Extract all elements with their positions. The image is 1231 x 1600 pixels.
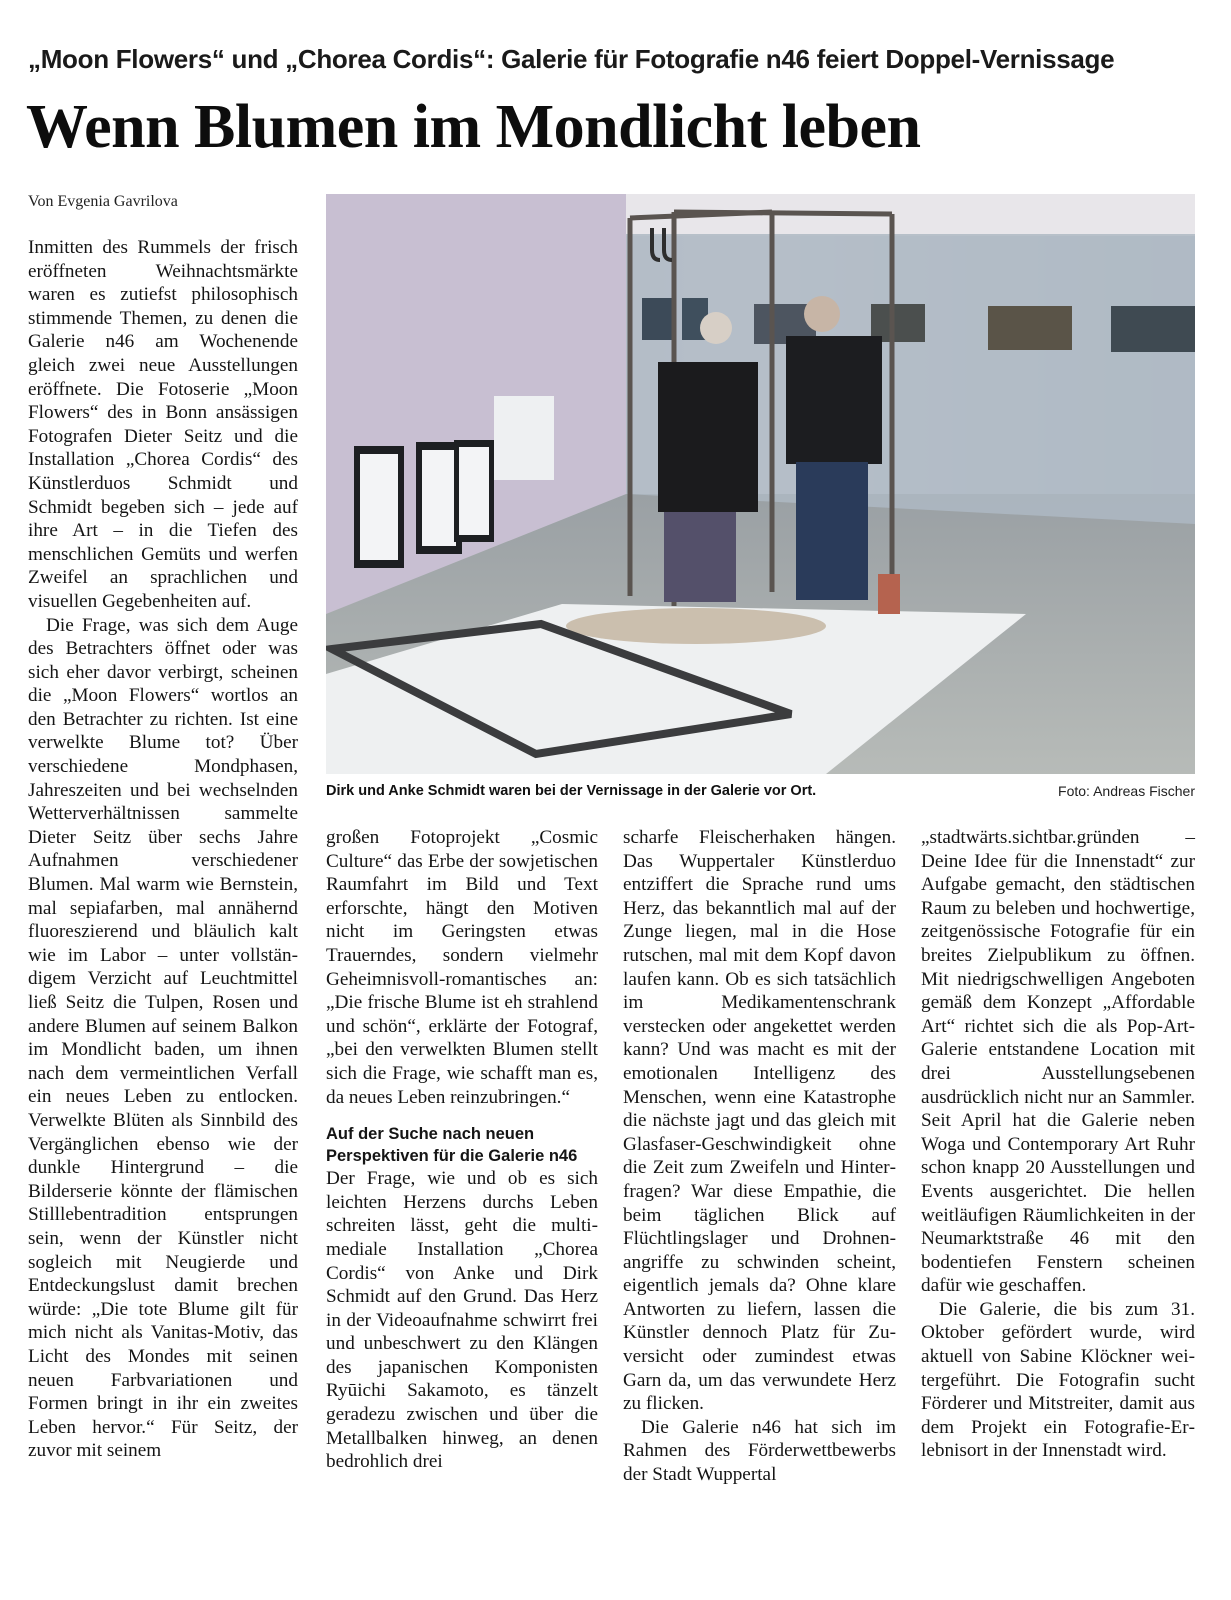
article-byline: Von Evgenia Gavrilova <box>28 193 178 210</box>
text-column-4 <box>921 826 1195 1463</box>
article-kicker: „Moon Flowers“ und „Chorea Cordis“: Galerie für Fotografie n46 feiert Doppel-Vernissage <box>28 44 1115 74</box>
paragraph: „stadtwärts.sichtbar.gründen – Deine Idee für die Innenstadt“ zur Aufgabe gemacht, den städtischen Raum zu beleben und hochwertige, zeitgenössische Fotografie für ein breites Zielpublikum zu öffnen. Mit niedrigschwelligen Angeboten gemäß dem Konzept „Affordable Art“ richtet sich die als Pop-Art-Galerie entstandene Location mit drei Ausstellungsebenen ausdrücklich nicht nur an Sammler. Seit April hat die Galerie neben Woga und Contemporary Art Ruhr schon knapp 20 Ausstellungen und Events ausgerichtet. Die hellen weitläufigen Räumlichkeiten in der Neumarktstraße 46 mit den bodentiefen Fenstern scheinen dafür wie geschaffen. <box>921 827 1195 1297</box>
paragraph: Der Frage, wie und ob es sich leichten Herzens durchs Leben schreiten lässt, geht die multimediale Installation „Chorea Cordis“ von Anke und Dirk Schmidt auf den Grund. Das Herz in der Videoaufnahme schwirrt frei und unbeschwert zu den Klängen des japanischen Komponisten Ryūichi Sakamoto, es tänzelt geradezu zwischen und über die Metallbalken hinweg, an denen bedrohlich drei <box>326 1168 598 1473</box>
text-column-1 <box>28 236 298 1463</box>
article-photo <box>326 194 1195 774</box>
article-headline: Wenn Blumen im Mondlicht leben <box>26 93 921 161</box>
paragraph: Die Galerie, die bis zum 31. Oktober gefördert wurde, wird aktuell von Sabine Klöckner weitergeführt. Die Fotografin sucht Förderer und Mitstreiter, damit aus dem Projekt ein Fotografie-Erlebnisort in der Innenstadt wird. <box>921 1298 1195 1462</box>
paragraph: Die Frage, was sich dem Auge des Betrachters öffnet oder was sich eher davor verbirgt, scheinen die „Moon Flowers“ wortlos an den Betrachter zu richten. Ist eine verwelkte Blume tot? Über verschiedene Mondphasen, Jahreszeiten und bei wechselnden Wetterverhältnissen sammelte Dieter Seitz über sechs Jahre Aufnahmen verschiedener Blumen. Mal warm wie Bernstein, mal sepiafarben, mal annähernd fluoreszierend und bläulich kalt wie im Labor – unter vollständigem Verzicht auf Leuchtmittel ließ Seitz die Tulpen, Rosen und andere Blumen auf seinem Balkon im Mondlicht baden, um ihnen nach dem vermeintlichen Verfall ein neues Leben zu entlocken. Verwelkte Blüten als Sinnbild des Vergänglichen ebenso wie der dunkle Hintergrund – die Bilderserie könnte der flämischen Stilllebentradition entsprungen sein, wenn der Künstler nicht sogleich mit Neugierde und Entdeckungslust damit brechen würde: „Die tote Blume gilt für mich nicht als Vanitas-Motiv, das Licht des Mondes mit seinen neuen Farbvariationen und Formen bringt in ihr ein zweites Leben hervor.“ Für Seitz, der zuvor mit seinem <box>28 614 298 1462</box>
subheading: Auf der Suche nach neuen Perspektiven für die Galerie n46 <box>326 1125 578 1166</box>
gallery-photo-illustration <box>326 194 1195 774</box>
photo-credit: Foto: Andreas Fischer <box>1058 783 1195 799</box>
text-column-2 <box>326 826 598 1474</box>
paragraph: großen Fotoprojekt „Cosmic Culture“ das Erbe der sowjetischen Raumfahrt im Bild und Text erforschte, hängt den Motiven nicht im Geringsten etwas Trauerndes, sondern vielmehr Geheimnisvoll-romantisches an: „Die frische Blume ist eh strahlend und schön“, erklärte der Fotograf, „bei den verwelkten Blumen stellt sich die Frage, wie schafft man es, da neues Leben reinzubringen.“ <box>326 827 598 1108</box>
caption-text: Dirk und Anke Schmidt waren bei der Vernissage in der Galerie vor Ort. <box>326 783 817 799</box>
text-column-3 <box>623 826 896 1487</box>
photo-caption <box>326 781 1195 803</box>
paragraph: Inmitten des Rummels der frisch eröffneten Weihnachtsmärkte waren es zutiefst philosophisch stimmende Themen, zu denen die Galerie n46 am Wochenende gleich zwei neue Ausstellungen eröffnete. Die Fotoserie „Moon Flowers“ des in Bonn ansässigen Fotografen Dieter Seitz und die Installation „Chorea Cordis“ des Künstlerduos Schmidt und Schmidt begeben sich – jede auf ihre Art – in die Tiefen des menschlichen Gemüts und werfen Zweifel an sprachlichen und visuellen Gegebenheiten auf. <box>28 237 298 612</box>
paragraph: scharfe Fleischerhaken hängen. Das Wuppertaler Künstlerduo entziffert die Sprache rund ums Herz, das bekanntlich mal auf der Zunge liegen, mal in die Hose rutschen, mal mit dem Kopf davon laufen kann. Ob es sich tatsächlich im Medikamentenschrank verstecken oder angekettet werden kann? Und was macht es mit der emotionalen Intelligenz des Menschen, wenn eine Katastrophe die nächste jagt und das gleich mit Glasfaser-Geschwindigkeit ohne die Zeit zum Zweifeln und Hinterfragen? War diese Empathie, die beim täglichen Blick auf Flüchtlingslager und Drohnenangriffe zu schwinden scheint, eigentlich jemals da? Ohne klare Antworten zu liefern, lassen die Künstler dennoch Platz für Zuversicht oder zumindest etwas Garn da, um das verwundete Herz zu flicken. <box>623 827 896 1415</box>
paragraph: Die Galerie n46 hat sich im Rahmen des Förderwettbewerbs der Stadt Wuppertal <box>623 1416 896 1486</box>
